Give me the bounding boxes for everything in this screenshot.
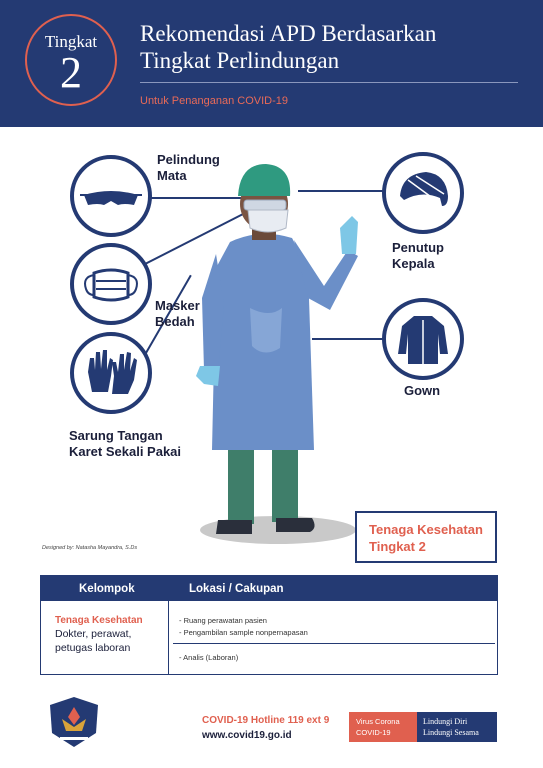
slogan-line2: Lindungi Sesama [423, 728, 479, 737]
head-label-line2: Kepala [392, 256, 435, 271]
page-subtitle: Untuk Penanganan COVID-19 [140, 95, 288, 107]
title-line-1: Rekomendasi APD Berdasarkan [140, 21, 437, 46]
bnpb-emblem-logo [44, 695, 104, 750]
row-divider [173, 643, 495, 644]
head-cover-circle [382, 152, 464, 234]
virus-tag-line1: Virus Corona [356, 717, 400, 726]
gloves-label-line1: Sarung Tangan [69, 428, 163, 443]
group-title: Tenaga Kesehatan [55, 615, 143, 626]
left-shoe [216, 520, 252, 534]
page-title [140, 20, 436, 74]
hotline-text: COVID-19 Hotline 119 ext 9 [202, 715, 330, 726]
gloves-circle [70, 332, 152, 414]
level-box [355, 511, 497, 563]
mask-circle [70, 243, 152, 325]
slogan-line1: Lindungi Diri [423, 717, 468, 726]
gown-shade [250, 308, 282, 353]
gown-icon [386, 302, 460, 376]
gown-label-line1: Gown [404, 383, 441, 398]
virus-corona-tag [349, 712, 417, 742]
health-worker-illustration [190, 158, 360, 548]
header-divider [140, 82, 518, 83]
goggles [244, 200, 286, 210]
eye-protection-circle [70, 155, 152, 237]
right-shoe [276, 518, 315, 532]
eye-label-line2: Mata [157, 168, 187, 183]
eye-label-line1: Pelindung [157, 152, 220, 167]
recommendation-table [40, 575, 498, 675]
mask-label-line2: Bedah [155, 314, 195, 329]
mask-label-line1: Masker [155, 298, 200, 313]
level-badge [25, 14, 117, 106]
virus-tag-line2: COVID-19 [356, 728, 391, 737]
table-header [41, 576, 497, 601]
cap [238, 164, 290, 196]
head-label-line1: Penutup [392, 240, 444, 255]
location-item: - Analis (Laboran) [179, 653, 239, 662]
surgical-mask-icon [74, 247, 148, 321]
gown-circle [382, 298, 464, 380]
location-item: - Ruang perawatan pasien [179, 616, 267, 625]
group-description: Dokter, perawat, petugas laboran [55, 628, 132, 654]
level-box-line1: Tenaga Kesehatan [369, 522, 483, 537]
gloves-icon [74, 336, 148, 410]
badge-number: 2 [60, 48, 82, 97]
column-header-group: Kelompok [79, 583, 135, 595]
head-cover-label [392, 240, 444, 272]
gloves-label [69, 428, 181, 460]
column-header-location: Lokasi / Cakupan [189, 583, 284, 595]
badge-label: Tingkat [44, 32, 98, 51]
level-box-line2: Tingkat 2 [369, 539, 426, 554]
website-text: www.covid19.go.id [202, 730, 292, 741]
column-divider [168, 601, 169, 675]
right-glove [340, 216, 358, 254]
face-mask [248, 210, 288, 232]
gown-label [404, 383, 440, 399]
slogan-tag [417, 712, 497, 742]
left-glove [196, 366, 220, 386]
title-line-2: Tingkat Perlindungan [140, 48, 340, 73]
goggles-icon [74, 159, 148, 233]
design-credit: Designed by: Natasha Mayandra, S.Ds [42, 545, 138, 551]
gloves-label-line2: Karet Sekali Pakai [69, 444, 182, 459]
header-banner [0, 0, 543, 127]
location-item: - Pengambilan sample nonpernapasan [179, 628, 308, 637]
head-cap-icon [386, 156, 460, 230]
